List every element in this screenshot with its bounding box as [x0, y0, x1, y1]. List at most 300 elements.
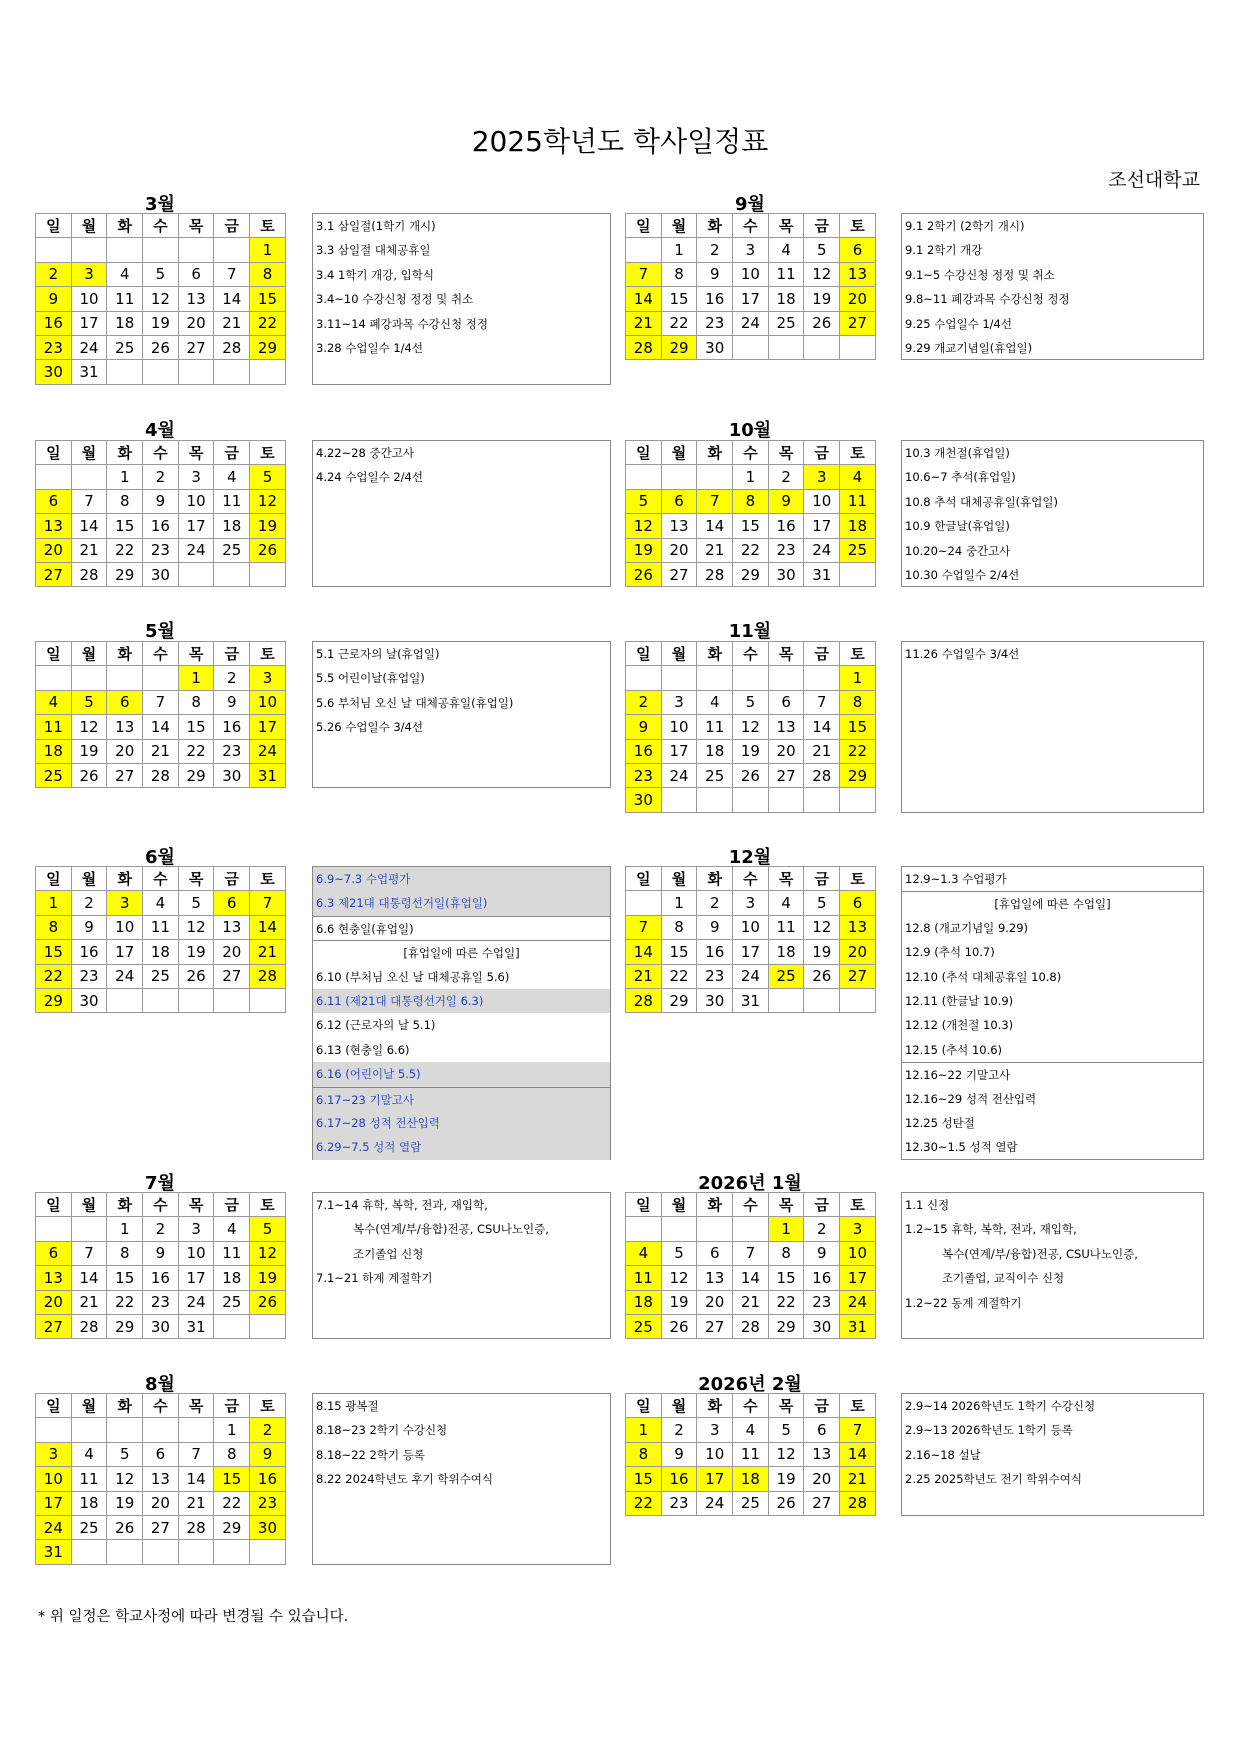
- day-cell: 28: [840, 1491, 876, 1515]
- day-cell: 23: [143, 538, 179, 562]
- day-cell: 23: [71, 964, 107, 988]
- empty-cell: [107, 1418, 143, 1442]
- day-cell: 29: [214, 1515, 250, 1539]
- day-cell: 9: [804, 1241, 840, 1265]
- day-cell: 25: [71, 1515, 107, 1539]
- day-cell: 2: [36, 262, 72, 286]
- day-cell: 18: [626, 1290, 662, 1314]
- day-cell: 11: [840, 489, 876, 513]
- empty-cell: [214, 1314, 250, 1338]
- event-line: 8.22 2024학년도 후기 학위수여식: [316, 1472, 493, 1487]
- day-cell: 18: [36, 739, 72, 763]
- day-cell: 24: [178, 1290, 214, 1314]
- day-cell: 19: [107, 1491, 143, 1515]
- day-cell: 17: [733, 287, 769, 311]
- empty-cell: [661, 465, 697, 489]
- day-cell: 29: [733, 562, 769, 586]
- day-cell: 31: [733, 988, 769, 1012]
- event-line: 12.8 (개교기념일 9.29): [905, 920, 1029, 935]
- day-cell: 20: [768, 739, 804, 763]
- event-line: 6.11 (제21대 대통령선거일 6.3): [313, 989, 610, 1013]
- day-cell: 13: [107, 715, 143, 739]
- day-cell: 14: [626, 940, 662, 964]
- day-cell: 23: [626, 763, 662, 787]
- day-cell: 19: [143, 311, 179, 335]
- weekday-header: 수: [733, 642, 769, 666]
- weekday-header: 토: [840, 1193, 876, 1217]
- day-cell: 28: [626, 988, 662, 1012]
- day-cell: 2: [143, 1217, 179, 1241]
- day-cell: 2: [626, 690, 662, 714]
- weekday-header: 금: [214, 867, 250, 891]
- weekday-header: 토: [250, 1394, 286, 1418]
- weekday-header: 수: [143, 214, 179, 238]
- month-label: 7월: [144, 1173, 175, 1194]
- event-line: 9.25 수업일수 1/4선: [905, 316, 1012, 331]
- event-line: 3.28 수업일수 1/4선: [316, 340, 423, 355]
- day-cell: 9: [143, 1241, 179, 1265]
- weekday-header: 월: [661, 214, 697, 238]
- day-cell: 28: [214, 335, 250, 359]
- empty-cell: [178, 1540, 214, 1564]
- day-cell: 29: [768, 1314, 804, 1338]
- day-cell: 12: [661, 1266, 697, 1290]
- empty-cell: [804, 988, 840, 1012]
- empty-cell: [250, 562, 286, 586]
- weekday-header: 월: [661, 1394, 697, 1418]
- event-line: 3.3 삼일절 대체공휴일: [316, 243, 431, 258]
- day-cell: 7: [626, 262, 662, 286]
- weekday-header: 토: [840, 867, 876, 891]
- day-cell: 2: [661, 1418, 697, 1442]
- weekday-header: 금: [804, 867, 840, 891]
- day-cell: 5: [733, 690, 769, 714]
- day-cell: 23: [697, 964, 733, 988]
- day-cell: 4: [840, 465, 876, 489]
- day-cell: 6: [36, 1241, 72, 1265]
- month-calendar: [625, 641, 876, 813]
- month-label: 2026년 2월: [698, 1374, 802, 1395]
- day-cell: 11: [107, 287, 143, 311]
- day-cell: 29: [661, 335, 697, 359]
- day-cell: 8: [626, 1442, 662, 1466]
- month-events: [312, 866, 611, 1160]
- day-cell: 3: [840, 1217, 876, 1241]
- empty-cell: [697, 666, 733, 690]
- day-cell: 4: [36, 690, 72, 714]
- day-cell: 25: [214, 1290, 250, 1314]
- weekday-header: 토: [840, 1394, 876, 1418]
- day-cell: 27: [214, 964, 250, 988]
- day-cell: 19: [661, 1290, 697, 1314]
- day-cell: 26: [250, 1290, 286, 1314]
- day-cell: 15: [661, 940, 697, 964]
- day-cell: 3: [733, 891, 769, 915]
- day-cell: 17: [697, 1467, 733, 1491]
- day-cell: 25: [768, 964, 804, 988]
- day-cell: 12: [71, 715, 107, 739]
- day-cell: 14: [626, 287, 662, 311]
- weekday-header: 화: [107, 214, 143, 238]
- day-cell: 23: [661, 1491, 697, 1515]
- day-cell: 24: [250, 739, 286, 763]
- day-cell: 30: [214, 763, 250, 787]
- day-cell: 4: [143, 891, 179, 915]
- event-line: 2.9~13 2026학년도 1학기 등록: [905, 1423, 1073, 1438]
- month-label: 9월: [734, 194, 765, 215]
- empty-cell: [840, 562, 876, 586]
- day-cell: 15: [36, 940, 72, 964]
- day-cell: 24: [733, 964, 769, 988]
- day-cell: 30: [768, 562, 804, 586]
- day-cell: 28: [71, 1314, 107, 1338]
- day-cell: 24: [697, 1491, 733, 1515]
- day-cell: 9: [768, 489, 804, 513]
- day-cell: 15: [214, 1467, 250, 1491]
- day-cell: 3: [697, 1418, 733, 1442]
- weekday-header: 토: [250, 214, 286, 238]
- day-cell: 22: [840, 739, 876, 763]
- day-cell: 9: [214, 690, 250, 714]
- weekday-header: 목: [768, 1394, 804, 1418]
- day-cell: 16: [697, 287, 733, 311]
- day-cell: 17: [733, 940, 769, 964]
- empty-cell: [143, 666, 179, 690]
- day-cell: 20: [840, 287, 876, 311]
- day-cell: 30: [804, 1314, 840, 1338]
- day-cell: 14: [71, 514, 107, 538]
- day-cell: 10: [840, 1241, 876, 1265]
- empty-cell: [178, 360, 214, 384]
- day-cell: 5: [143, 262, 179, 286]
- day-cell: 22: [733, 538, 769, 562]
- weekday-header: 목: [178, 441, 214, 465]
- day-cell: 4: [107, 262, 143, 286]
- day-cell: 24: [107, 964, 143, 988]
- day-cell: 6: [840, 891, 876, 915]
- day-cell: 16: [804, 1266, 840, 1290]
- weekday-header: 토: [250, 642, 286, 666]
- event-line: 6.17~23 기말고사: [313, 1087, 610, 1111]
- month-events: [901, 213, 1204, 360]
- empty-cell: [626, 891, 662, 915]
- empty-cell: [661, 666, 697, 690]
- event-line: 8.18~22 2학기 등록: [316, 1447, 425, 1462]
- empty-cell: [107, 666, 143, 690]
- day-cell: 1: [107, 465, 143, 489]
- day-cell: 30: [626, 788, 662, 812]
- day-cell: 18: [71, 1491, 107, 1515]
- day-cell: 29: [840, 763, 876, 787]
- month-calendar: [625, 1192, 876, 1339]
- day-cell: 5: [661, 1241, 697, 1265]
- day-cell: 19: [733, 739, 769, 763]
- month-events: [312, 1393, 611, 1565]
- event-line: 9.1 2학기 (2학기 개시): [905, 219, 1025, 233]
- empty-cell: [840, 788, 876, 812]
- day-cell: 7: [733, 1241, 769, 1265]
- day-cell: 26: [71, 763, 107, 787]
- empty-cell: [71, 1418, 107, 1442]
- day-cell: 1: [36, 891, 72, 915]
- event-line: 조기졸업 신청: [353, 1246, 424, 1261]
- empty-cell: [804, 335, 840, 359]
- event-line: 6.13 (현충일 6.6): [316, 1042, 410, 1057]
- day-cell: 2: [768, 465, 804, 489]
- empty-cell: [178, 988, 214, 1012]
- event-line: 조기졸업, 교직이수 신청: [942, 1271, 1065, 1286]
- empty-cell: [143, 1418, 179, 1442]
- empty-cell: [107, 360, 143, 384]
- day-cell: 30: [71, 988, 107, 1012]
- day-cell: 20: [214, 940, 250, 964]
- day-cell: 17: [71, 311, 107, 335]
- day-cell: 26: [107, 1515, 143, 1539]
- empty-cell: [733, 788, 769, 812]
- event-line: 12.30~1.5 성적 열람: [905, 1140, 1018, 1155]
- empty-cell: [143, 988, 179, 1012]
- day-cell: 10: [697, 1442, 733, 1466]
- empty-cell: [626, 238, 662, 262]
- empty-cell: [626, 666, 662, 690]
- event-line: 5.6 부처님 오신 날 대체공휴일(휴업일): [316, 695, 514, 710]
- event-line: 6.29~7.5 성적 열람: [313, 1135, 610, 1159]
- day-cell: 16: [36, 311, 72, 335]
- empty-cell: [36, 1418, 72, 1442]
- event-line: 7.1~21 하계 계절학기: [316, 1271, 433, 1286]
- day-cell: 1: [107, 1217, 143, 1241]
- day-cell: 15: [626, 1467, 662, 1491]
- weekday-header: 수: [733, 214, 769, 238]
- event-line: 12.12 (개천절 10.3): [905, 1018, 1014, 1033]
- day-cell: 26: [661, 1314, 697, 1338]
- day-cell: 12: [804, 915, 840, 939]
- day-cell: 24: [661, 763, 697, 787]
- empty-cell: [143, 238, 179, 262]
- empty-cell: [733, 335, 769, 359]
- day-cell: 9: [697, 262, 733, 286]
- day-cell: 20: [178, 311, 214, 335]
- empty-cell: [36, 666, 72, 690]
- empty-cell: [733, 1217, 769, 1241]
- day-cell: 14: [214, 287, 250, 311]
- day-cell: 5: [626, 489, 662, 513]
- event-line: 6.16 (어린이날 5.5): [313, 1062, 610, 1086]
- day-cell: 24: [36, 1515, 72, 1539]
- day-cell: 28: [178, 1515, 214, 1539]
- event-line: 10.6~7 추석(휴업일): [905, 470, 1016, 485]
- empty-cell: [143, 1540, 179, 1564]
- day-cell: 22: [626, 1491, 662, 1515]
- weekday-header: 일: [36, 214, 72, 238]
- event-line: 8.15 광복절: [316, 1399, 379, 1413]
- weekday-header: 월: [661, 642, 697, 666]
- day-cell: 5: [250, 465, 286, 489]
- weekday-header: 화: [697, 441, 733, 465]
- weekday-header: 월: [71, 867, 107, 891]
- day-cell: 7: [143, 690, 179, 714]
- weekday-header: 목: [768, 441, 804, 465]
- event-line: 복수(연계/부/융합)전공, CSU나노인증,: [942, 1246, 1138, 1261]
- empty-cell: [768, 335, 804, 359]
- empty-cell: [214, 988, 250, 1012]
- day-cell: 7: [71, 1241, 107, 1265]
- event-line: 1.1 신정: [905, 1198, 950, 1212]
- month-label: 11월: [728, 621, 772, 642]
- day-cell: 16: [626, 739, 662, 763]
- empty-cell: [840, 335, 876, 359]
- weekday-header: 금: [214, 441, 250, 465]
- day-cell: 12: [143, 287, 179, 311]
- day-cell: 8: [36, 915, 72, 939]
- day-cell: 5: [178, 891, 214, 915]
- month-label: 6월: [144, 847, 175, 868]
- day-cell: 3: [804, 465, 840, 489]
- day-cell: 13: [143, 1467, 179, 1491]
- day-cell: 10: [178, 489, 214, 513]
- day-cell: 26: [804, 964, 840, 988]
- day-cell: 7: [697, 489, 733, 513]
- empty-cell: [36, 1217, 72, 1241]
- day-cell: 26: [804, 311, 840, 335]
- event-line: 6.6 현충일(휴업일): [313, 916, 610, 940]
- event-line: 12.15 (추석 10.6): [905, 1042, 1003, 1057]
- day-cell: 16: [143, 514, 179, 538]
- day-cell: 19: [178, 940, 214, 964]
- day-cell: 7: [626, 915, 662, 939]
- day-cell: 23: [214, 739, 250, 763]
- day-cell: 8: [768, 1241, 804, 1265]
- day-cell: 1: [733, 465, 769, 489]
- empty-cell: [214, 360, 250, 384]
- day-cell: 20: [804, 1467, 840, 1491]
- event-line: 3.11~14 폐강과목 수강신청 정정: [316, 316, 488, 331]
- weekday-header: 수: [143, 1193, 179, 1217]
- weekday-header: 일: [626, 441, 662, 465]
- day-cell: 6: [36, 489, 72, 513]
- day-cell: 21: [214, 311, 250, 335]
- day-cell: 16: [143, 1266, 179, 1290]
- day-cell: 24: [840, 1290, 876, 1314]
- day-cell: 22: [107, 1290, 143, 1314]
- day-cell: 7: [71, 489, 107, 513]
- month-label: 2026년 1월: [698, 1173, 802, 1194]
- day-cell: 25: [36, 763, 72, 787]
- event-line: 12.9~1.3 수업평가: [905, 872, 1007, 886]
- event-line: 9.8~11 폐강과목 수강신청 정정: [905, 292, 1070, 307]
- empty-cell: [71, 465, 107, 489]
- day-cell: 29: [250, 335, 286, 359]
- day-cell: 14: [697, 514, 733, 538]
- event-line: 6.3 제21대 대통령선거일(휴업일): [313, 891, 610, 915]
- day-cell: 9: [661, 1442, 697, 1466]
- day-cell: 28: [733, 1314, 769, 1338]
- weekday-header: 일: [626, 1193, 662, 1217]
- day-cell: 9: [697, 915, 733, 939]
- day-cell: 26: [250, 538, 286, 562]
- event-line: [휴업일에 따른 수업일]: [313, 940, 610, 964]
- day-cell: 5: [107, 1442, 143, 1466]
- day-cell: 29: [178, 763, 214, 787]
- day-cell: 10: [178, 1241, 214, 1265]
- event-line: 10.30 수업일수 2/4선: [905, 567, 1020, 582]
- day-cell: 18: [768, 940, 804, 964]
- day-cell: 2: [250, 1418, 286, 1442]
- event-line: 복수(연계/부/융합)전공, CSU나노인증,: [353, 1222, 549, 1237]
- weekday-header: 일: [626, 867, 662, 891]
- empty-cell: [768, 788, 804, 812]
- day-cell: 10: [661, 715, 697, 739]
- weekday-header: 수: [143, 1394, 179, 1418]
- day-cell: 18: [143, 940, 179, 964]
- day-cell: 5: [768, 1418, 804, 1442]
- day-cell: 25: [214, 538, 250, 562]
- day-cell: 19: [804, 940, 840, 964]
- day-cell: 19: [768, 1467, 804, 1491]
- event-line: 3.4 1학기 개강, 입학식: [316, 267, 434, 282]
- day-cell: 17: [36, 1491, 72, 1515]
- day-cell: 31: [178, 1314, 214, 1338]
- month-events: [312, 641, 611, 788]
- weekday-header: 월: [71, 1193, 107, 1217]
- day-cell: 18: [768, 287, 804, 311]
- month-calendar: [35, 1393, 286, 1565]
- day-cell: 20: [697, 1290, 733, 1314]
- day-cell: 6: [661, 489, 697, 513]
- day-cell: 10: [107, 915, 143, 939]
- day-cell: 26: [768, 1491, 804, 1515]
- day-cell: 9: [71, 915, 107, 939]
- day-cell: 3: [178, 465, 214, 489]
- day-cell: 3: [71, 262, 107, 286]
- footnote: * 위 일정은 학교사정에 따라 변경될 수 있습니다.: [38, 1609, 349, 1625]
- day-cell: 9: [626, 715, 662, 739]
- weekday-header: 금: [214, 214, 250, 238]
- month-label: 8월: [144, 1374, 175, 1395]
- day-cell: 24: [71, 335, 107, 359]
- event-line: 12.16~22 기말고사: [902, 1062, 1203, 1086]
- month-calendar: [35, 641, 286, 788]
- day-cell: 12: [250, 489, 286, 513]
- day-cell: 17: [178, 514, 214, 538]
- day-cell: 1: [661, 238, 697, 262]
- month-events: [901, 1192, 1204, 1339]
- day-cell: 21: [697, 538, 733, 562]
- day-cell: 6: [107, 690, 143, 714]
- event-line: 8.18~23 2학기 수강신청: [316, 1423, 448, 1438]
- day-cell: 18: [214, 514, 250, 538]
- day-cell: 29: [661, 988, 697, 1012]
- day-cell: 1: [840, 666, 876, 690]
- day-cell: 21: [250, 940, 286, 964]
- weekday-header: 화: [697, 214, 733, 238]
- event-line: 1.2~15 휴학, 복학, 전과, 재입학,: [905, 1222, 1077, 1237]
- empty-cell: [250, 1314, 286, 1338]
- event-line: 12.25 성탄절: [905, 1115, 975, 1130]
- empty-cell: [107, 988, 143, 1012]
- weekday-header: 월: [71, 642, 107, 666]
- day-cell: 17: [178, 1266, 214, 1290]
- empty-cell: [71, 238, 107, 262]
- day-cell: 12: [178, 915, 214, 939]
- month-events: [901, 866, 1204, 1160]
- day-cell: 9: [143, 489, 179, 513]
- empty-cell: [71, 666, 107, 690]
- day-cell: 7: [804, 690, 840, 714]
- weekday-header: 화: [107, 642, 143, 666]
- weekday-header: 수: [733, 1394, 769, 1418]
- day-cell: 2: [214, 666, 250, 690]
